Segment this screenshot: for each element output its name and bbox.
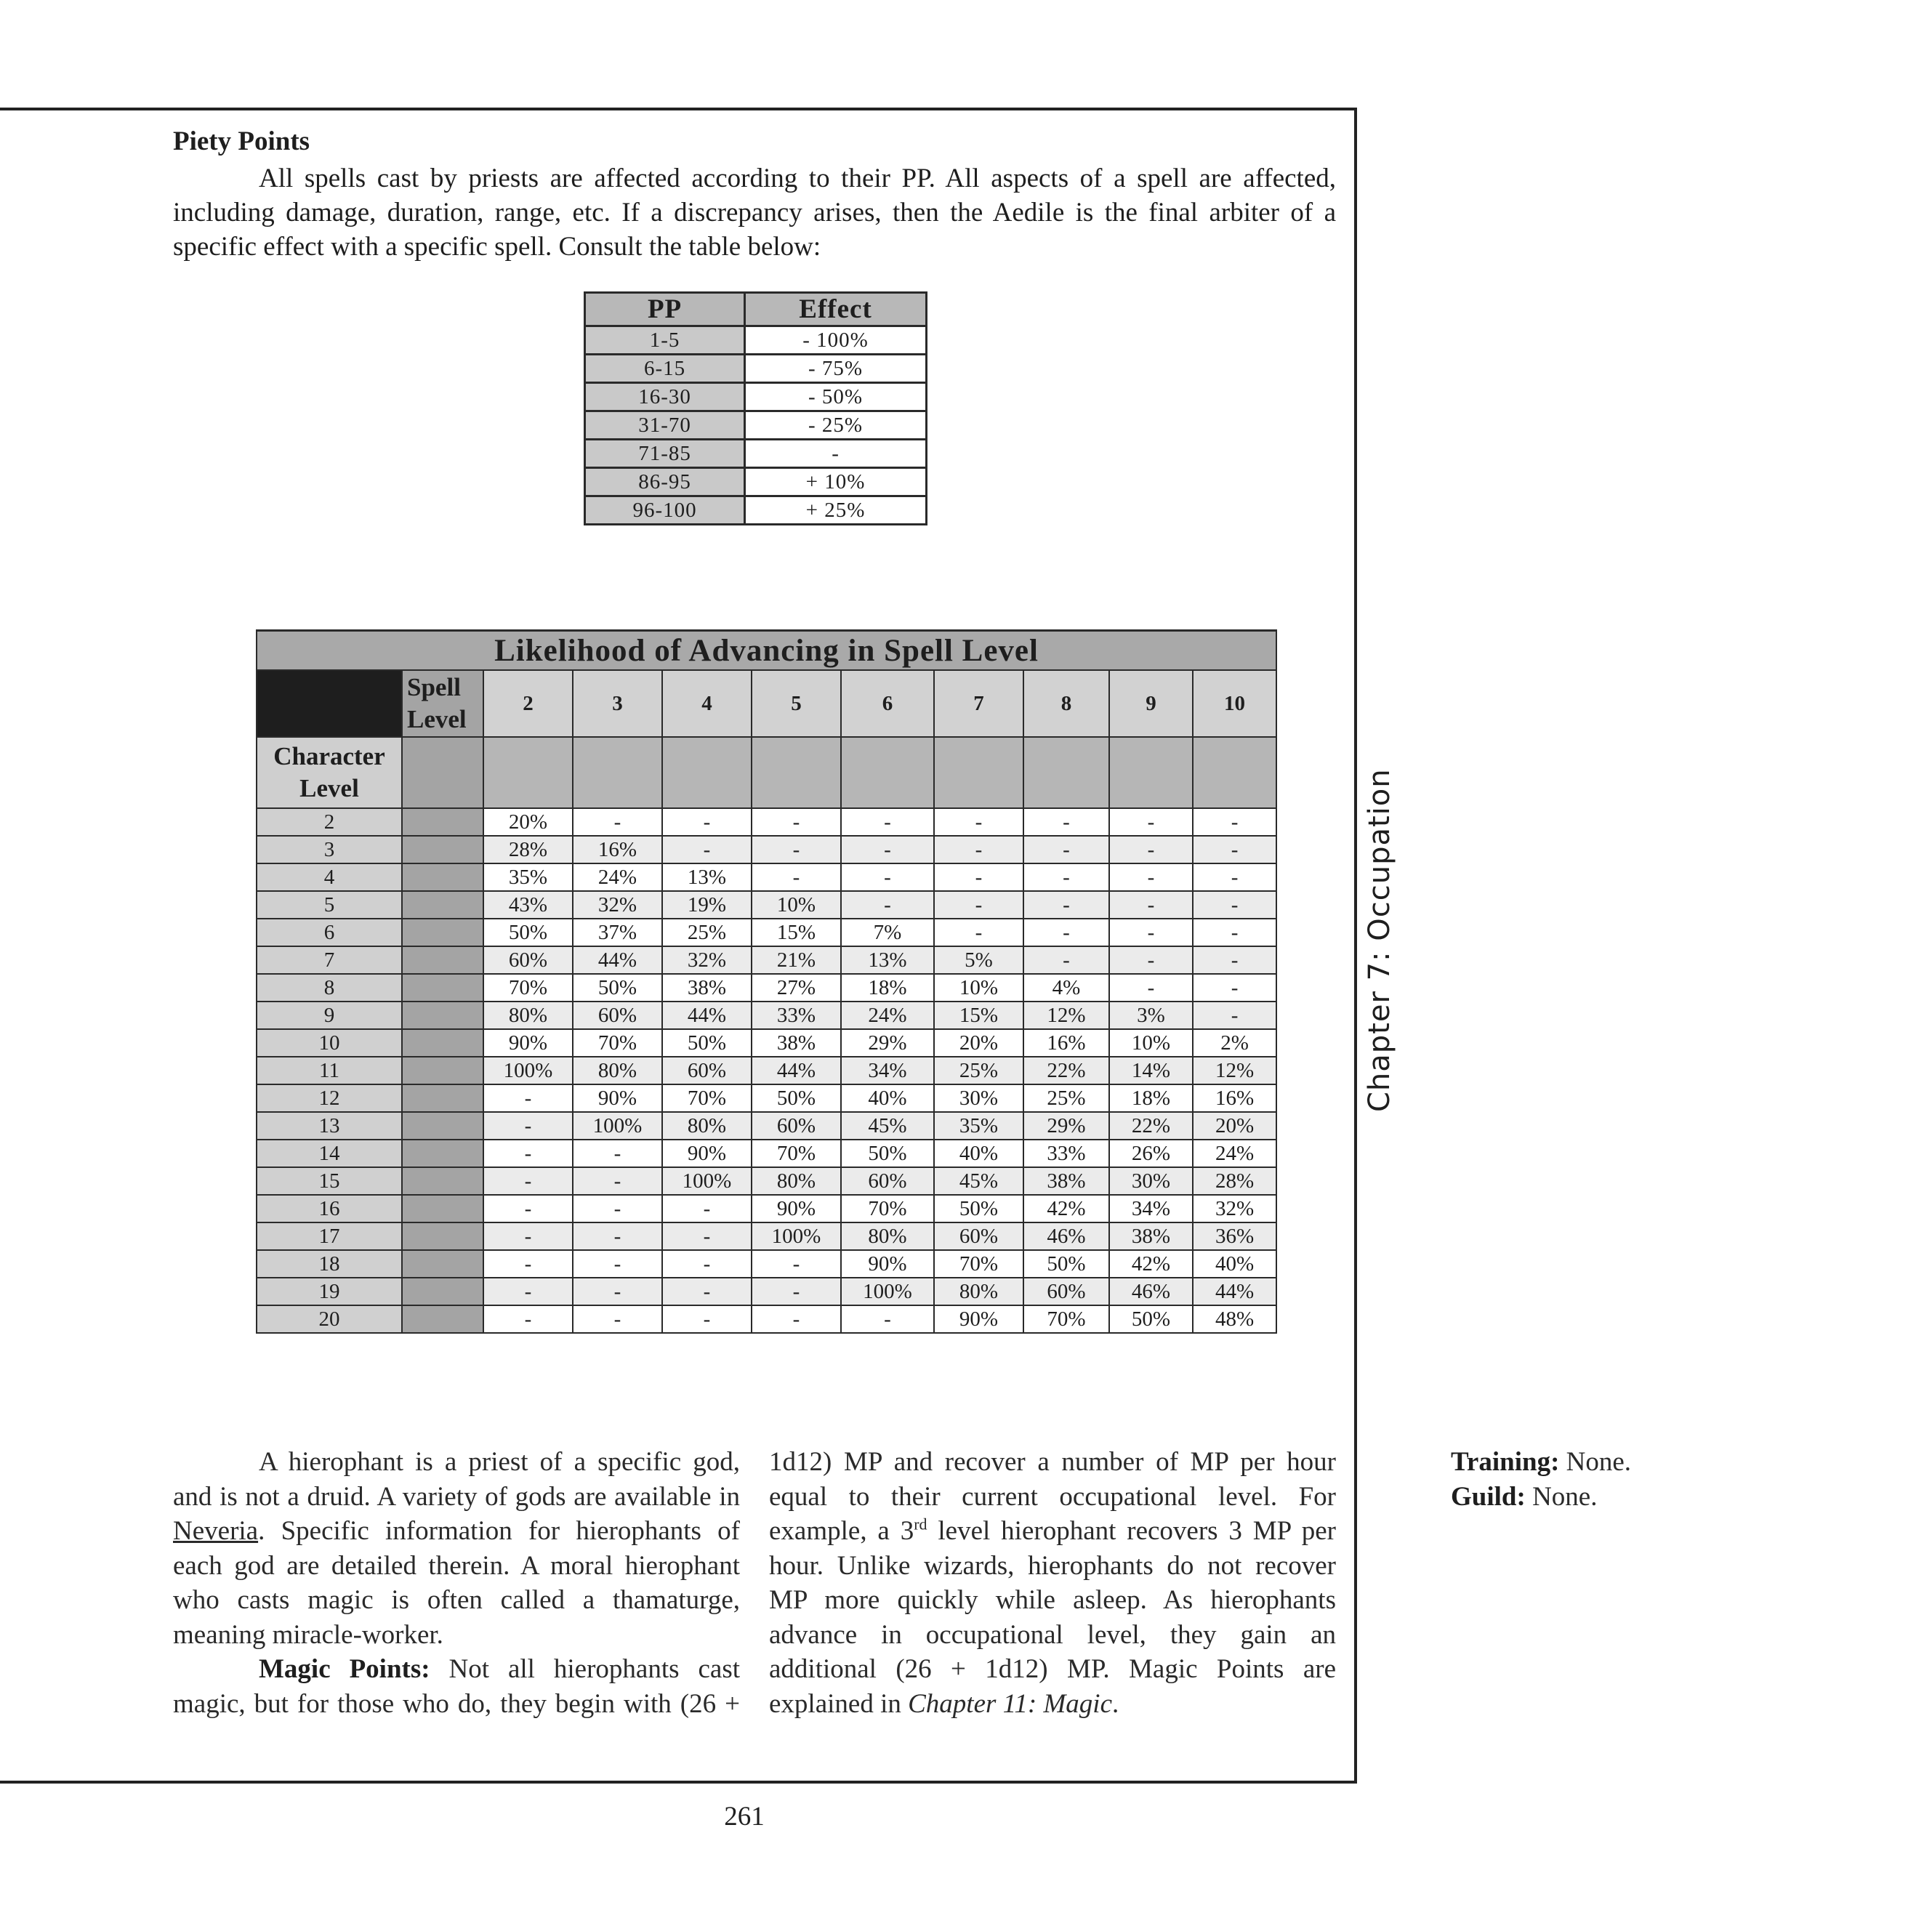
spell-level-header: 7 bbox=[934, 670, 1023, 737]
chance-cell: 10% bbox=[1109, 1029, 1193, 1057]
chance-cell: 10% bbox=[752, 891, 841, 919]
chance-cell: 24% bbox=[573, 863, 662, 891]
chance-cell: - bbox=[1023, 808, 1109, 836]
chance-cell: 100% bbox=[841, 1278, 934, 1305]
chance-cell: - bbox=[1193, 919, 1276, 946]
chance-cell: 60% bbox=[573, 1002, 662, 1029]
chance-cell: - bbox=[841, 863, 934, 891]
spell-level-header: 3 bbox=[573, 670, 662, 737]
character-level-cell: 15 bbox=[257, 1167, 402, 1195]
chance-cell: 40% bbox=[841, 1084, 934, 1112]
chance-cell: 80% bbox=[662, 1112, 752, 1140]
chance-cell: - bbox=[662, 1195, 752, 1222]
table-row bbox=[257, 1112, 1276, 1140]
character-level-cell: 12 bbox=[257, 1084, 402, 1112]
chance-cell: - bbox=[1023, 946, 1109, 974]
chance-cell: - bbox=[573, 1250, 662, 1278]
chance-cell: 60% bbox=[662, 1057, 752, 1084]
effect-cell: + 10% bbox=[745, 468, 927, 496]
chance-cell: 40% bbox=[934, 1140, 1023, 1167]
header-spacer bbox=[662, 737, 752, 808]
pp-row bbox=[585, 468, 927, 496]
chance-cell: - bbox=[752, 808, 841, 836]
pp-row bbox=[585, 440, 927, 468]
chance-cell: 45% bbox=[841, 1112, 934, 1140]
chance-cell: - bbox=[1193, 891, 1276, 919]
chance-cell: 43% bbox=[483, 891, 573, 919]
pp-range-cell: 86-95 bbox=[585, 468, 745, 496]
chance-cell: 10% bbox=[934, 974, 1023, 1002]
spell-table-title: Likelihood of Advancing in Spell Level bbox=[257, 631, 1276, 671]
chance-cell: - bbox=[483, 1250, 573, 1278]
chapter-side-label: Chapter 7: Occupation bbox=[1363, 768, 1396, 1112]
chance-cell: 32% bbox=[573, 891, 662, 919]
chance-cell: 18% bbox=[1109, 1084, 1193, 1112]
chance-cell: - bbox=[662, 808, 752, 836]
header-spacer bbox=[1109, 737, 1193, 808]
chance-cell: - bbox=[483, 1167, 573, 1195]
spacer-cell bbox=[402, 1057, 483, 1084]
pp-range-cell: 16-30 bbox=[585, 383, 745, 411]
effect-cell: - bbox=[745, 440, 927, 468]
chance-cell: 35% bbox=[483, 863, 573, 891]
chance-cell: 40% bbox=[1193, 1250, 1276, 1278]
chance-cell: 32% bbox=[662, 946, 752, 974]
chance-cell: 26% bbox=[1109, 1140, 1193, 1167]
chance-cell: 29% bbox=[1023, 1112, 1109, 1140]
chance-cell: - bbox=[1109, 836, 1193, 863]
spacer-cell bbox=[402, 1278, 483, 1305]
chance-cell: 38% bbox=[1023, 1167, 1109, 1195]
chance-cell: 42% bbox=[1023, 1195, 1109, 1222]
pp-range-cell: 31-70 bbox=[585, 411, 745, 440]
character-level-cell: 13 bbox=[257, 1112, 402, 1140]
training-label: Training: bbox=[1451, 1447, 1560, 1477]
chance-cell: - bbox=[483, 1084, 573, 1112]
character-level-cell: 14 bbox=[257, 1140, 402, 1167]
chance-cell: 18% bbox=[841, 974, 934, 1002]
guild-label: Guild: bbox=[1451, 1481, 1526, 1512]
chance-cell: 30% bbox=[934, 1084, 1023, 1112]
chance-cell: - bbox=[934, 891, 1023, 919]
chance-cell: 28% bbox=[483, 836, 573, 863]
character-level-cell: 20 bbox=[257, 1305, 402, 1333]
chance-cell: 50% bbox=[573, 974, 662, 1002]
header-spacer bbox=[573, 737, 662, 808]
spacer-cell bbox=[402, 1305, 483, 1333]
chance-cell: 45% bbox=[934, 1167, 1023, 1195]
hierophant-paragraph bbox=[173, 1445, 740, 1652]
chance-cell: 80% bbox=[752, 1167, 841, 1195]
chance-cell: 4% bbox=[1023, 974, 1109, 1002]
chance-cell: 70% bbox=[483, 974, 573, 1002]
ordinal-suffix: rd bbox=[914, 1515, 927, 1534]
effect-cell: - 25% bbox=[745, 411, 927, 440]
chance-cell: 90% bbox=[662, 1140, 752, 1167]
chance-cell: 60% bbox=[1023, 1278, 1109, 1305]
chance-cell: 90% bbox=[573, 1084, 662, 1112]
magic-points-end: . bbox=[1112, 1688, 1119, 1719]
magic-points-text-b: level hierophant recovers 3 MP per hour. Unlike wizards, hierophants do not recover MP more quickly while asleep. As hierophants advance in occupational level, they gain an additional (26 + 1d12) MP. Magic Points are explained in bbox=[769, 1516, 1336, 1719]
body-columns bbox=[173, 1445, 1632, 1750]
spacer-cell bbox=[402, 1195, 483, 1222]
table-row bbox=[257, 1305, 1276, 1333]
chance-cell: - bbox=[1023, 891, 1109, 919]
table-row bbox=[257, 1029, 1276, 1057]
chance-cell: 70% bbox=[934, 1250, 1023, 1278]
spacer-cell bbox=[402, 808, 483, 836]
chance-cell: - bbox=[841, 891, 934, 919]
chance-cell: - bbox=[573, 1222, 662, 1250]
chance-cell: - bbox=[1193, 946, 1276, 974]
table-row bbox=[257, 974, 1276, 1002]
chance-cell: - bbox=[573, 1140, 662, 1167]
chance-cell: 20% bbox=[1193, 1112, 1276, 1140]
chance-cell: 22% bbox=[1023, 1057, 1109, 1084]
chance-cell: 42% bbox=[1109, 1250, 1193, 1278]
effect-header: Effect bbox=[745, 293, 927, 326]
pp-range-cell: 71-85 bbox=[585, 440, 745, 468]
chance-cell: 50% bbox=[483, 919, 573, 946]
neveria-reference: Neveria bbox=[173, 1516, 259, 1546]
guild-line bbox=[1365, 1480, 1932, 1515]
chance-cell: 25% bbox=[1023, 1084, 1109, 1112]
chance-cell: 70% bbox=[1023, 1305, 1109, 1333]
chance-cell: 16% bbox=[1193, 1084, 1276, 1112]
spacer-cell bbox=[402, 1222, 483, 1250]
chance-cell: 50% bbox=[1109, 1305, 1193, 1333]
chance-cell: 90% bbox=[483, 1029, 573, 1057]
chance-cell: - bbox=[1193, 974, 1276, 1002]
pp-row bbox=[585, 355, 927, 383]
character-level-cell: 2 bbox=[257, 808, 402, 836]
effect-cell: - 100% bbox=[745, 326, 927, 355]
chance-cell: - bbox=[483, 1195, 573, 1222]
chance-cell: 100% bbox=[752, 1222, 841, 1250]
chance-cell: - bbox=[483, 1305, 573, 1333]
chance-cell: 38% bbox=[752, 1029, 841, 1057]
table-row bbox=[257, 836, 1276, 863]
chance-cell: - bbox=[841, 808, 934, 836]
chance-cell: 13% bbox=[841, 946, 934, 974]
chance-cell: 36% bbox=[1193, 1222, 1276, 1250]
effect-cell: + 25% bbox=[745, 496, 927, 525]
table-row bbox=[257, 1278, 1276, 1305]
table-row bbox=[257, 1140, 1276, 1167]
chance-cell: 35% bbox=[934, 1112, 1023, 1140]
character-level-cell: 6 bbox=[257, 919, 402, 946]
character-level-cell: 9 bbox=[257, 1002, 402, 1029]
chance-cell: - bbox=[1109, 946, 1193, 974]
chance-cell: 100% bbox=[483, 1057, 573, 1084]
chance-cell: 60% bbox=[934, 1222, 1023, 1250]
table-row bbox=[257, 891, 1276, 919]
chance-cell: - bbox=[573, 808, 662, 836]
chance-cell: 80% bbox=[934, 1278, 1023, 1305]
chance-cell: - bbox=[483, 1140, 573, 1167]
chance-cell: 90% bbox=[752, 1195, 841, 1222]
spacer-cell bbox=[402, 946, 483, 974]
chance-cell: 33% bbox=[752, 1002, 841, 1029]
spell-level-header: 10 bbox=[1193, 670, 1276, 737]
chance-cell: 38% bbox=[662, 974, 752, 1002]
pp-row bbox=[585, 383, 927, 411]
chance-cell: 3% bbox=[1109, 1002, 1193, 1029]
magic-points-label: Magic Points: bbox=[259, 1654, 430, 1684]
spacer-cell bbox=[402, 891, 483, 919]
chance-cell: 60% bbox=[841, 1167, 934, 1195]
spell-level-header: 4 bbox=[662, 670, 752, 737]
chance-cell: 46% bbox=[1109, 1278, 1193, 1305]
chance-cell: 16% bbox=[573, 836, 662, 863]
chance-cell: 30% bbox=[1109, 1167, 1193, 1195]
chance-cell: - bbox=[1109, 808, 1193, 836]
chance-cell: - bbox=[1193, 1002, 1276, 1029]
chance-cell: 70% bbox=[662, 1084, 752, 1112]
chance-cell: 7% bbox=[841, 919, 934, 946]
chance-cell: - bbox=[752, 863, 841, 891]
spacer-cell bbox=[402, 1250, 483, 1278]
pp-header: PP bbox=[585, 293, 745, 326]
chance-cell: - bbox=[934, 836, 1023, 863]
chance-cell: 13% bbox=[662, 863, 752, 891]
chance-cell: - bbox=[662, 1305, 752, 1333]
intro-paragraph: All spells cast by priests are affected according to their PP. All aspects of a spell are affected, including damage, duration, range, etc. If a discrepancy arises, then the Aedile is the final arbiter of a specific effect with a specific spell. Consult the table below: bbox=[173, 164, 1336, 262]
chance-cell: 20% bbox=[483, 808, 573, 836]
chance-cell: 90% bbox=[841, 1250, 934, 1278]
table-row bbox=[257, 1084, 1276, 1112]
chance-cell: 50% bbox=[752, 1084, 841, 1112]
chance-cell: 44% bbox=[752, 1057, 841, 1084]
chance-cell: 24% bbox=[1193, 1140, 1276, 1167]
chance-cell: 15% bbox=[934, 1002, 1023, 1029]
table-row bbox=[257, 1195, 1276, 1222]
chance-cell: 5% bbox=[934, 946, 1023, 974]
spacer-cell bbox=[402, 1084, 483, 1112]
spell-level-header: 9 bbox=[1109, 670, 1193, 737]
chance-cell: - bbox=[841, 1305, 934, 1333]
chapter-reference: Chapter 11: Magic bbox=[908, 1688, 1112, 1719]
chance-cell: 33% bbox=[1023, 1140, 1109, 1167]
body-column-left bbox=[173, 1445, 1632, 1750]
header-spacer bbox=[402, 737, 483, 808]
character-level-cell: 16 bbox=[257, 1195, 402, 1222]
header-spacer bbox=[841, 737, 934, 808]
chance-cell: 80% bbox=[573, 1057, 662, 1084]
chance-cell: - bbox=[934, 808, 1023, 836]
chance-cell: 14% bbox=[1109, 1057, 1193, 1084]
chance-cell: - bbox=[1023, 919, 1109, 946]
spacer-cell bbox=[402, 836, 483, 863]
spell-level-header: 5 bbox=[752, 670, 841, 737]
chance-cell: 70% bbox=[752, 1140, 841, 1167]
chance-cell: 15% bbox=[752, 919, 841, 946]
chance-cell: - bbox=[752, 836, 841, 863]
chance-cell: 44% bbox=[1193, 1278, 1276, 1305]
chance-cell: - bbox=[1023, 863, 1109, 891]
chance-cell: - bbox=[573, 1167, 662, 1195]
chance-cell: 60% bbox=[752, 1112, 841, 1140]
chance-cell: - bbox=[662, 836, 752, 863]
chance-cell: 29% bbox=[841, 1029, 934, 1057]
header-spacer bbox=[1193, 737, 1276, 808]
chance-cell: - bbox=[573, 1305, 662, 1333]
spell-level-header: 2 bbox=[483, 670, 573, 737]
chance-cell: 70% bbox=[573, 1029, 662, 1057]
chance-cell: - bbox=[1193, 836, 1276, 863]
table-row bbox=[257, 946, 1276, 974]
character-level-cell: 10 bbox=[257, 1029, 402, 1057]
character-level-cell: 5 bbox=[257, 891, 402, 919]
character-level-cell: 4 bbox=[257, 863, 402, 891]
effect-cell: - 50% bbox=[745, 383, 927, 411]
pp-table-header bbox=[585, 293, 927, 326]
chance-cell: 2% bbox=[1193, 1029, 1276, 1057]
table-row bbox=[257, 919, 1276, 946]
chance-cell: 34% bbox=[1109, 1195, 1193, 1222]
pp-range-cell: 1-5 bbox=[585, 326, 745, 355]
chance-cell: - bbox=[1193, 808, 1276, 836]
character-level-cell: 19 bbox=[257, 1278, 402, 1305]
chance-cell: - bbox=[1109, 891, 1193, 919]
pp-row bbox=[585, 326, 927, 355]
spacer-cell bbox=[402, 863, 483, 891]
spell-level-advancement-table bbox=[256, 629, 1277, 1334]
chance-cell: - bbox=[1023, 836, 1109, 863]
chance-cell: 16% bbox=[1023, 1029, 1109, 1057]
chance-cell: 50% bbox=[1023, 1250, 1109, 1278]
chance-cell: 90% bbox=[934, 1305, 1023, 1333]
character-level-cell: 7 bbox=[257, 946, 402, 974]
header-corner bbox=[257, 670, 402, 737]
character-level-cell: 8 bbox=[257, 974, 402, 1002]
chance-cell: - bbox=[1109, 974, 1193, 1002]
spacer-cell bbox=[402, 1029, 483, 1057]
character-level-cell: 3 bbox=[257, 836, 402, 863]
chance-cell: - bbox=[752, 1250, 841, 1278]
chance-cell: 44% bbox=[662, 1002, 752, 1029]
chance-cell: 34% bbox=[841, 1057, 934, 1084]
chance-cell: 27% bbox=[752, 974, 841, 1002]
chance-cell: - bbox=[1193, 863, 1276, 891]
spell-level-header: 8 bbox=[1023, 670, 1109, 737]
chance-cell: 28% bbox=[1193, 1167, 1276, 1195]
spacer-cell bbox=[402, 1167, 483, 1195]
chance-cell: 50% bbox=[662, 1029, 752, 1057]
pp-range-cell: 6-15 bbox=[585, 355, 745, 383]
chance-cell: 60% bbox=[483, 946, 573, 974]
chance-cell: 44% bbox=[573, 946, 662, 974]
character-level-cell: 18 bbox=[257, 1250, 402, 1278]
chance-cell: 100% bbox=[662, 1167, 752, 1195]
chance-cell: - bbox=[934, 919, 1023, 946]
chance-cell: - bbox=[1109, 919, 1193, 946]
chance-cell: - bbox=[662, 1278, 752, 1305]
chance-cell: - bbox=[483, 1112, 573, 1140]
spacer-cell bbox=[402, 974, 483, 1002]
training-value: None. bbox=[1559, 1447, 1632, 1477]
chance-cell: - bbox=[752, 1278, 841, 1305]
spacer-cell bbox=[402, 1140, 483, 1167]
chance-cell: - bbox=[752, 1305, 841, 1333]
chance-cell: 38% bbox=[1109, 1222, 1193, 1250]
chance-cell: 25% bbox=[662, 919, 752, 946]
header-spacer bbox=[752, 737, 841, 808]
chance-cell: - bbox=[841, 836, 934, 863]
character-level-label: Character Level bbox=[257, 737, 402, 808]
piety-points-table bbox=[584, 291, 927, 525]
character-level-cell: 17 bbox=[257, 1222, 402, 1250]
hierophant-text-b: . Specific information for hierophants of each god are detailed therein. A moral hierophant who casts magic is often called a thamaturge, meaning miracle-worker. bbox=[173, 1516, 740, 1650]
header-spacer bbox=[934, 737, 1023, 808]
training-line bbox=[1365, 1445, 1932, 1480]
header-spacer bbox=[483, 737, 573, 808]
chance-cell: 22% bbox=[1109, 1112, 1193, 1140]
effect-cell: - 75% bbox=[745, 355, 927, 383]
chance-cell: 25% bbox=[934, 1057, 1023, 1084]
spell-level-label: Spell Level bbox=[402, 670, 483, 737]
magic-points-text-a: Not all hierophants cast magic, but for those who do, they begin with (26 + 1d12) MP and recover a number of MP per hour equal to their current occupational level. For example, a 3 bbox=[173, 1447, 1336, 1719]
table-row bbox=[257, 1250, 1276, 1278]
chance-cell: 70% bbox=[841, 1195, 934, 1222]
pp-row bbox=[585, 496, 927, 525]
chance-cell: 50% bbox=[934, 1195, 1023, 1222]
chance-cell: 19% bbox=[662, 891, 752, 919]
chance-cell: 24% bbox=[841, 1002, 934, 1029]
chance-cell: - bbox=[1109, 863, 1193, 891]
chance-cell: - bbox=[662, 1222, 752, 1250]
chance-cell: 48% bbox=[1193, 1305, 1276, 1333]
table-row bbox=[257, 1167, 1276, 1195]
chance-cell: 80% bbox=[841, 1222, 934, 1250]
chance-cell: 12% bbox=[1023, 1002, 1109, 1029]
spacer-cell bbox=[402, 1002, 483, 1029]
chance-cell: 37% bbox=[573, 919, 662, 946]
header-spacer bbox=[1023, 737, 1109, 808]
character-level-cell: 11 bbox=[257, 1057, 402, 1084]
section-title: Piety Points bbox=[173, 126, 310, 156]
chance-cell: 46% bbox=[1023, 1222, 1109, 1250]
chance-cell: 20% bbox=[934, 1029, 1023, 1057]
spell-level-header: 6 bbox=[841, 670, 934, 737]
chance-cell: - bbox=[934, 863, 1023, 891]
chance-cell: - bbox=[662, 1250, 752, 1278]
table-row bbox=[257, 1057, 1276, 1084]
chance-cell: 32% bbox=[1193, 1195, 1276, 1222]
chance-cell: - bbox=[573, 1278, 662, 1305]
chance-cell: 50% bbox=[841, 1140, 934, 1167]
table-row bbox=[257, 808, 1276, 836]
chance-cell: - bbox=[483, 1222, 573, 1250]
page-number: 261 bbox=[724, 1802, 765, 1832]
spacer-cell bbox=[402, 919, 483, 946]
table-row bbox=[257, 863, 1276, 891]
guild-value: None. bbox=[1525, 1481, 1598, 1512]
chance-cell: - bbox=[483, 1278, 573, 1305]
hierophant-text-a: A hierophant is a priest of a specific god, and is not a druid. A variety of gods are available in bbox=[173, 1447, 740, 1512]
pp-row bbox=[585, 411, 927, 440]
chance-cell: - bbox=[573, 1195, 662, 1222]
table-row bbox=[257, 1222, 1276, 1250]
table-row bbox=[257, 1002, 1276, 1029]
chance-cell: 100% bbox=[573, 1112, 662, 1140]
chance-cell: 12% bbox=[1193, 1057, 1276, 1084]
spacer-cell bbox=[402, 1112, 483, 1140]
pp-range-cell: 96-100 bbox=[585, 496, 745, 525]
chance-cell: 80% bbox=[483, 1002, 573, 1029]
chance-cell: 21% bbox=[752, 946, 841, 974]
